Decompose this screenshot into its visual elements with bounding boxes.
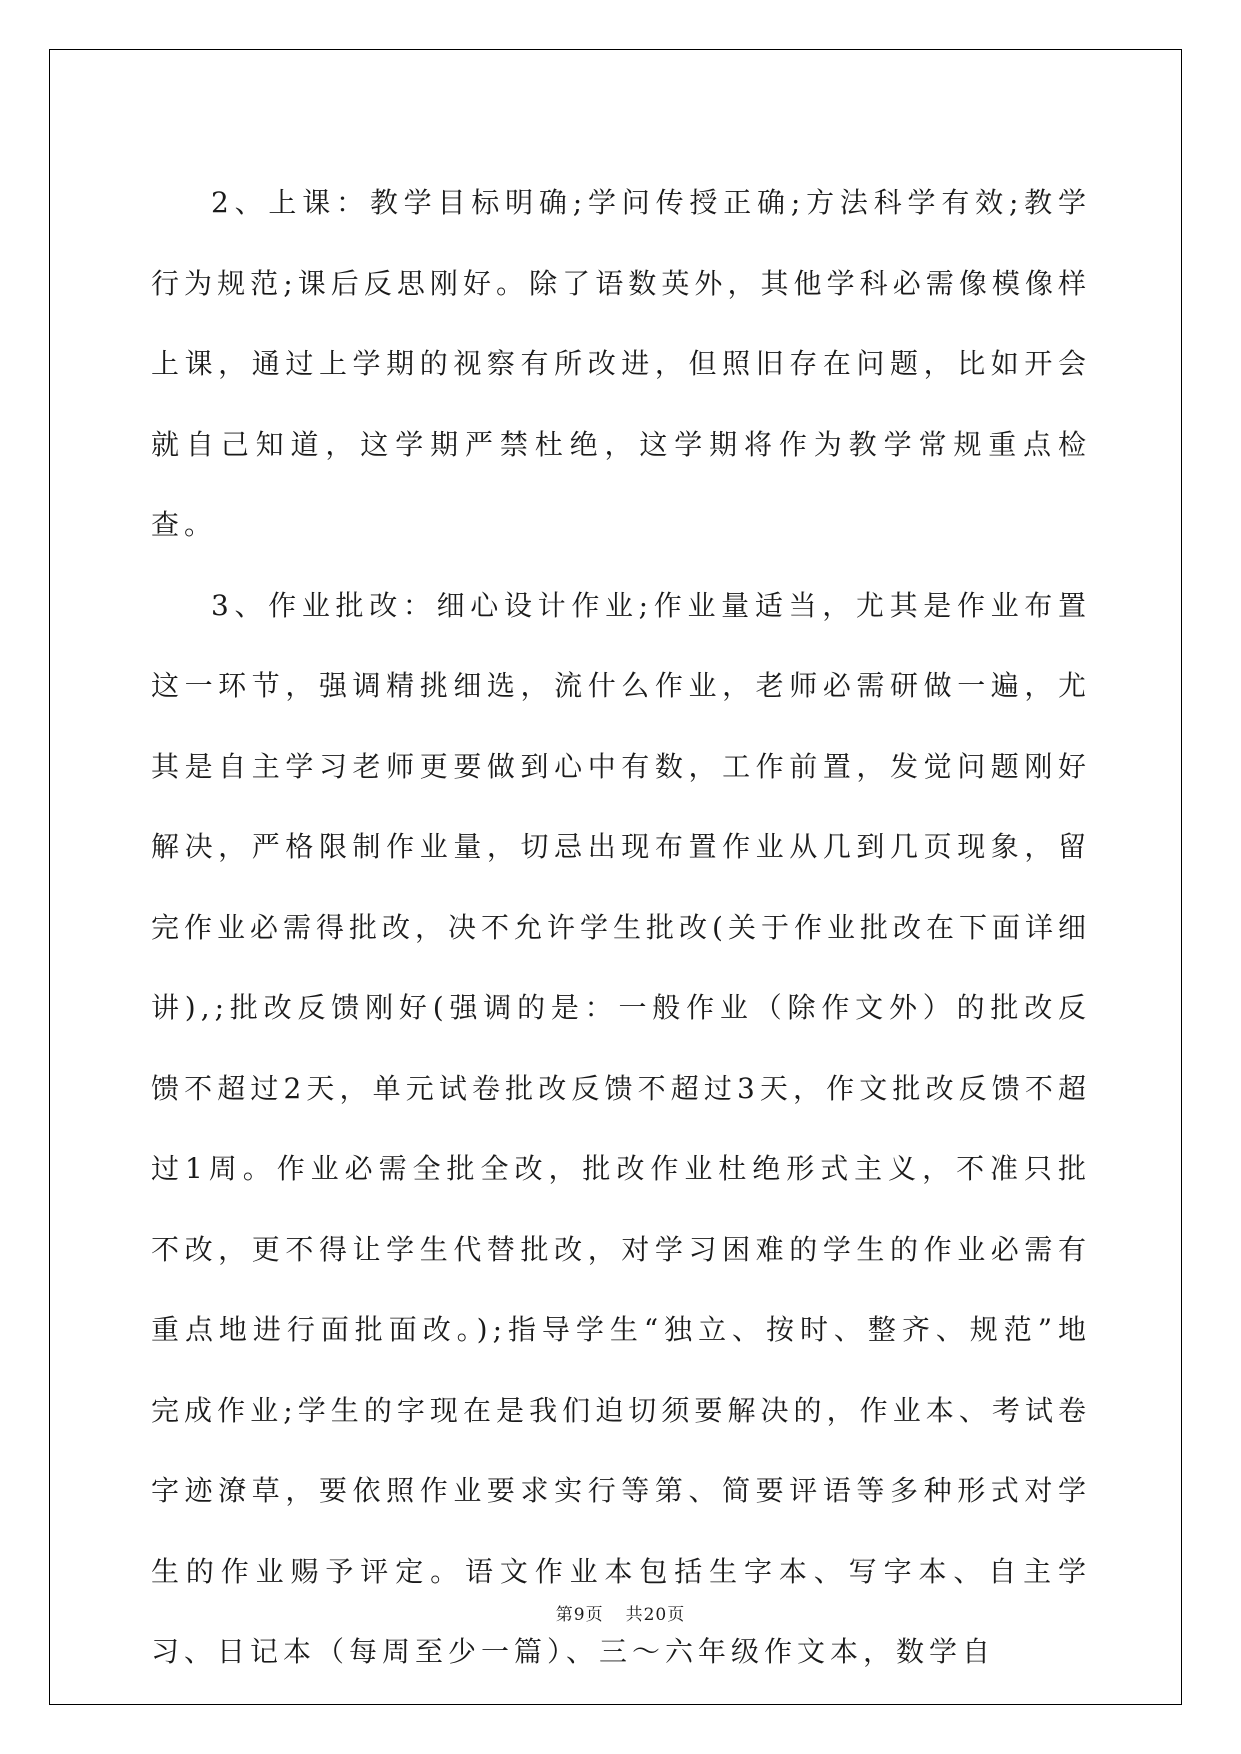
page-footer — [0, 1600, 1241, 1625]
paragraph-classes: 2、上课：教学目标明确;学问传授正确;方法科学有效;教学行为规范;课后反思刚好。除了语数英外，其他学科必需像模像样上课，通过上学期的视察有所改进，但照旧存在问题，比如开会就自己知道，这学期严禁杜绝，这学期将作为教学常规重点检查。 — [151, 186, 1091, 541]
page-total: 共20页 — [625, 1605, 686, 1625]
document-body — [151, 163, 1091, 1693]
paragraph-homework-correction: 3、作业批改：细心设计作业;作业量适当，尤其是作业布置这一环节，强调精挑细选，流什么作业，老师必需研做一遍，尤其是自主学习老师更要做到心中有数，工作前置，发觉问题刚好解决，严格限制作业量，切忌出现布置作业从几到几页现象，留完作业必需得批改，决不允许学生批改(关于作业批改在下面详细讲),;批改反馈刚好(强调的是：一般作业（除作文外）的批改反馈不超过2天，单元试卷批改反馈不超过3天，作文批改反馈不超过1周。作业必需全批全改，批改作业杜绝形式主义，不准只批不改，更不得让学生代替批改，对学习困难的学生的作业必需有重点地进行面批面改。);指导学生“独立、按时、整齐、规范”地完成作业;学生的字现在是我们迫切须要解决的，作业本、考试卷字迹潦草，要依照作业要求实行等第、简要评语等多种形式对学生的作业赐予评定。语文作业本包括生字本、写字本、自主学习、日记本（每周至少一篇）、三～六年级作文本，数学自 — [151, 588, 1091, 1668]
page-number: 第9页 — [555, 1605, 604, 1625]
